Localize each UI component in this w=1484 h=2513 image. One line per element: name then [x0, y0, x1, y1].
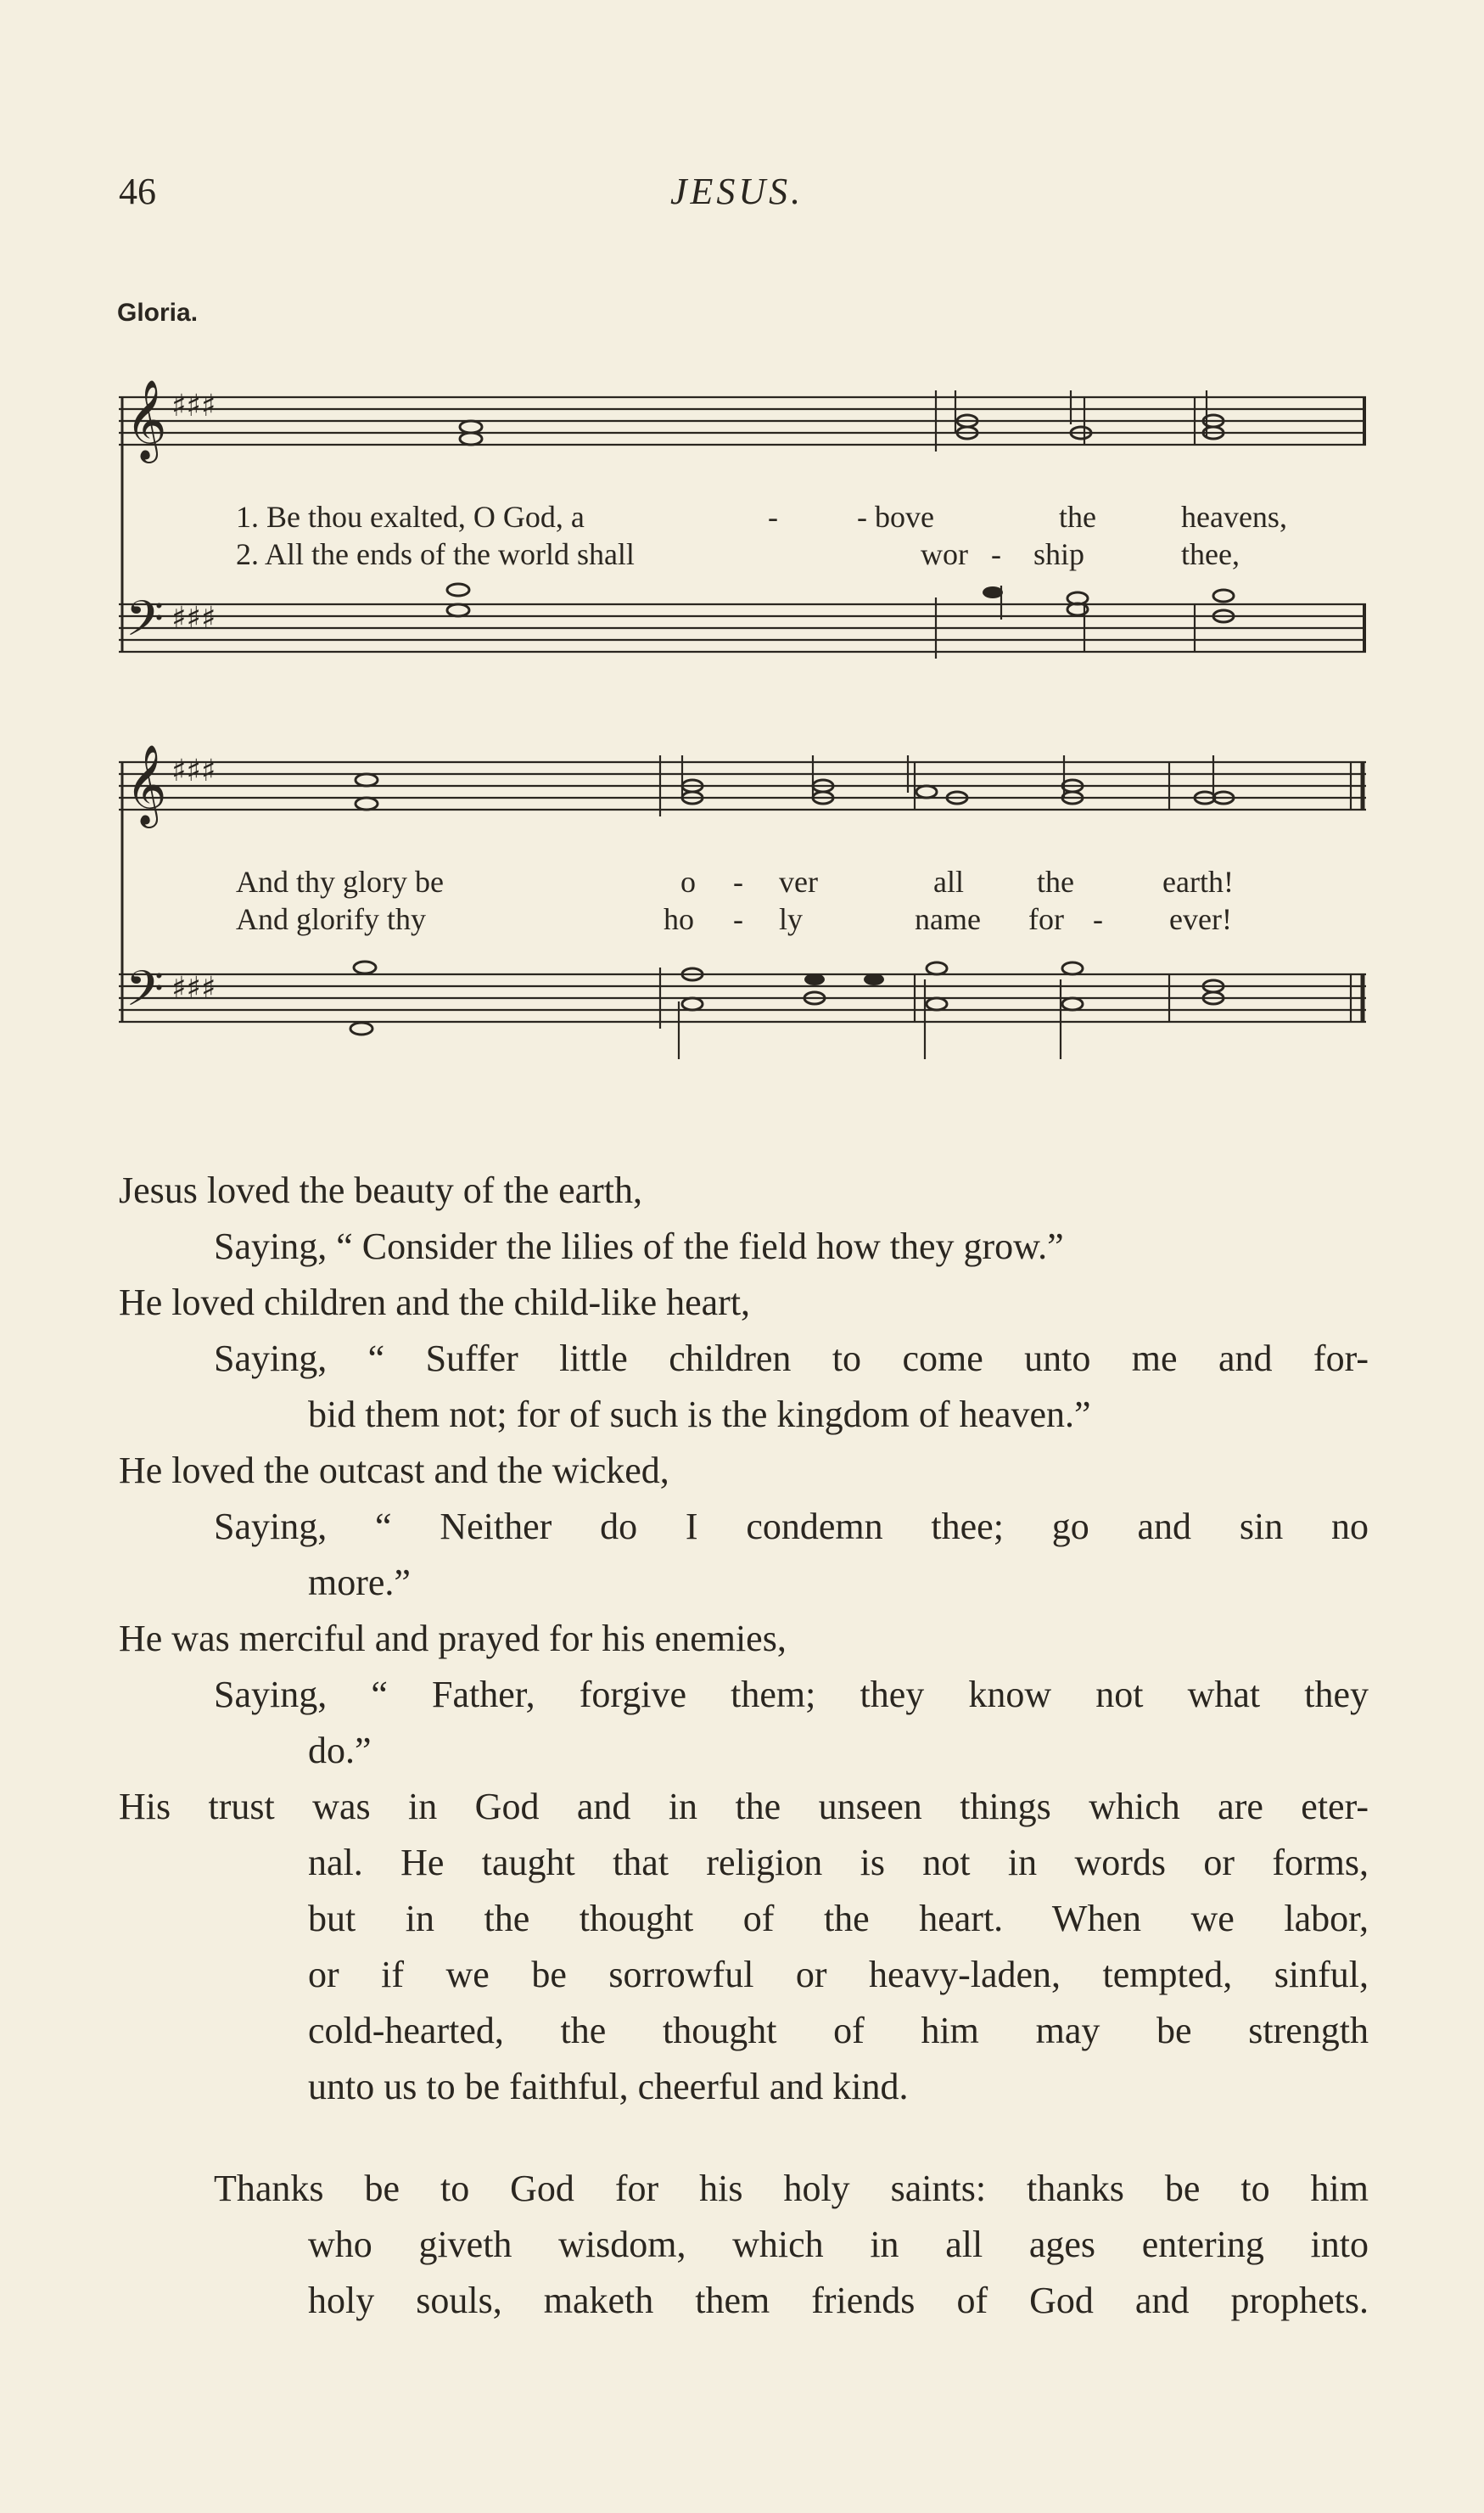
prose-line: Thanks be to God for his holy saints: thanks be to him — [214, 2168, 1369, 2209]
prose-line: who giveth wisdom, which in all ages entering into — [308, 2224, 1369, 2265]
lyric-1-1: 1. Be thou exalted, O God, a — [236, 500, 585, 534]
lyric-1-3: - bove — [857, 500, 934, 534]
svg-text:♯♯♯: ♯♯♯ — [171, 601, 216, 636]
svg-text:𝄞: 𝄞 — [126, 379, 167, 460]
page-number: 46 — [119, 171, 156, 212]
lyric-4-7: - — [1093, 902, 1103, 936]
prose-line: Saying, “ Suffer little children to come unto me and for- — [214, 1338, 1369, 1379]
lyric-4-4: ly — [779, 902, 804, 936]
lyric-3-3: - — [733, 865, 743, 899]
music-system-2 — [110, 721, 1375, 1078]
prose-line: Jesus loved the beauty of the earth, — [119, 1170, 643, 1211]
prose-line: He loved children and the child-like heart, — [119, 1282, 751, 1323]
music-staff-svg-2 — [110, 721, 1375, 1078]
prose-line: do.” — [308, 1730, 372, 1771]
prose-line: Saying, “ Father, forgive them; they know not what they — [214, 1674, 1369, 1715]
lyric-4-5: name — [915, 902, 981, 936]
prose-line: His trust was in God and in the unseen things which are eter- — [119, 1786, 1369, 1827]
running-title: JESUS. — [670, 171, 804, 212]
prose-line: bid them not; for of such is the kingdom of heaven.” — [308, 1394, 1091, 1435]
prose-line: but in the thought of the heart. When we labor, — [308, 1898, 1369, 1939]
lyric-3-1: And thy glory be — [236, 865, 444, 899]
lyric-2-4: ship — [1033, 537, 1085, 571]
lyric-3-4: ver — [779, 865, 818, 899]
lyric-2-1: 2. All the ends of the world shall — [236, 537, 635, 571]
lyric-2-5: thee, — [1181, 537, 1240, 571]
svg-text:♯♯♯: ♯♯♯ — [171, 754, 216, 788]
lyric-4-2: ho — [664, 902, 694, 936]
svg-text:♯♯♯: ♯♯♯ — [171, 971, 216, 1006]
lyric-4-1: And glorify thy — [236, 902, 426, 936]
svg-text:♯♯♯: ♯♯♯ — [171, 389, 216, 424]
prose-line: He loved the outcast and the wicked, — [119, 1450, 669, 1491]
page-header — [0, 170, 1484, 221]
lyric-2-2: wor — [921, 537, 968, 571]
lyric-1-4: the — [1059, 500, 1096, 534]
lyric-4-6: for — [1028, 902, 1064, 936]
prose-line: nal. He taught that religion is not in words or forms, — [308, 1842, 1369, 1883]
lyric-3-5: all — [933, 865, 964, 899]
lyric-1-2: - — [768, 500, 778, 534]
prose-line: Saying, “ Neither do I condemn thee; go and sin no — [214, 1506, 1369, 1547]
prose-line: Saying, “ Consider the lilies of the field how they grow.” — [214, 1226, 1064, 1267]
music-system-1 — [110, 356, 1375, 696]
svg-text:𝄞: 𝄞 — [126, 744, 167, 825]
lyric-4-3: - — [733, 902, 743, 936]
svg-text:𝄢: 𝄢 — [126, 590, 165, 659]
prose-line: cold-hearted, the thought of him may be strength — [308, 2010, 1369, 2051]
prose-line: holy souls, maketh them friends of God and prophets. — [308, 2280, 1369, 2321]
lyric-3-6: the — [1037, 865, 1074, 899]
lyric-3-7: earth! — [1162, 865, 1234, 899]
lyric-4-8: ever! — [1169, 902, 1232, 936]
lyric-3-2: o — [680, 865, 696, 899]
prose-line: unto us to be faithful, cheerful and kind. — [308, 2066, 909, 2107]
svg-text:𝄢: 𝄢 — [126, 960, 165, 1029]
prose-line: or if we be sorrowful or heavy-laden, tempted, sinful, — [308, 1954, 1369, 1995]
lyric-2-3: - — [991, 537, 1001, 571]
lyric-1-5: heavens, — [1181, 500, 1287, 534]
prose-line: more.” — [308, 1562, 411, 1603]
hymn-label: Gloria. — [117, 299, 199, 327]
prose-line: He was merciful and prayed for his enemies, — [119, 1618, 787, 1659]
